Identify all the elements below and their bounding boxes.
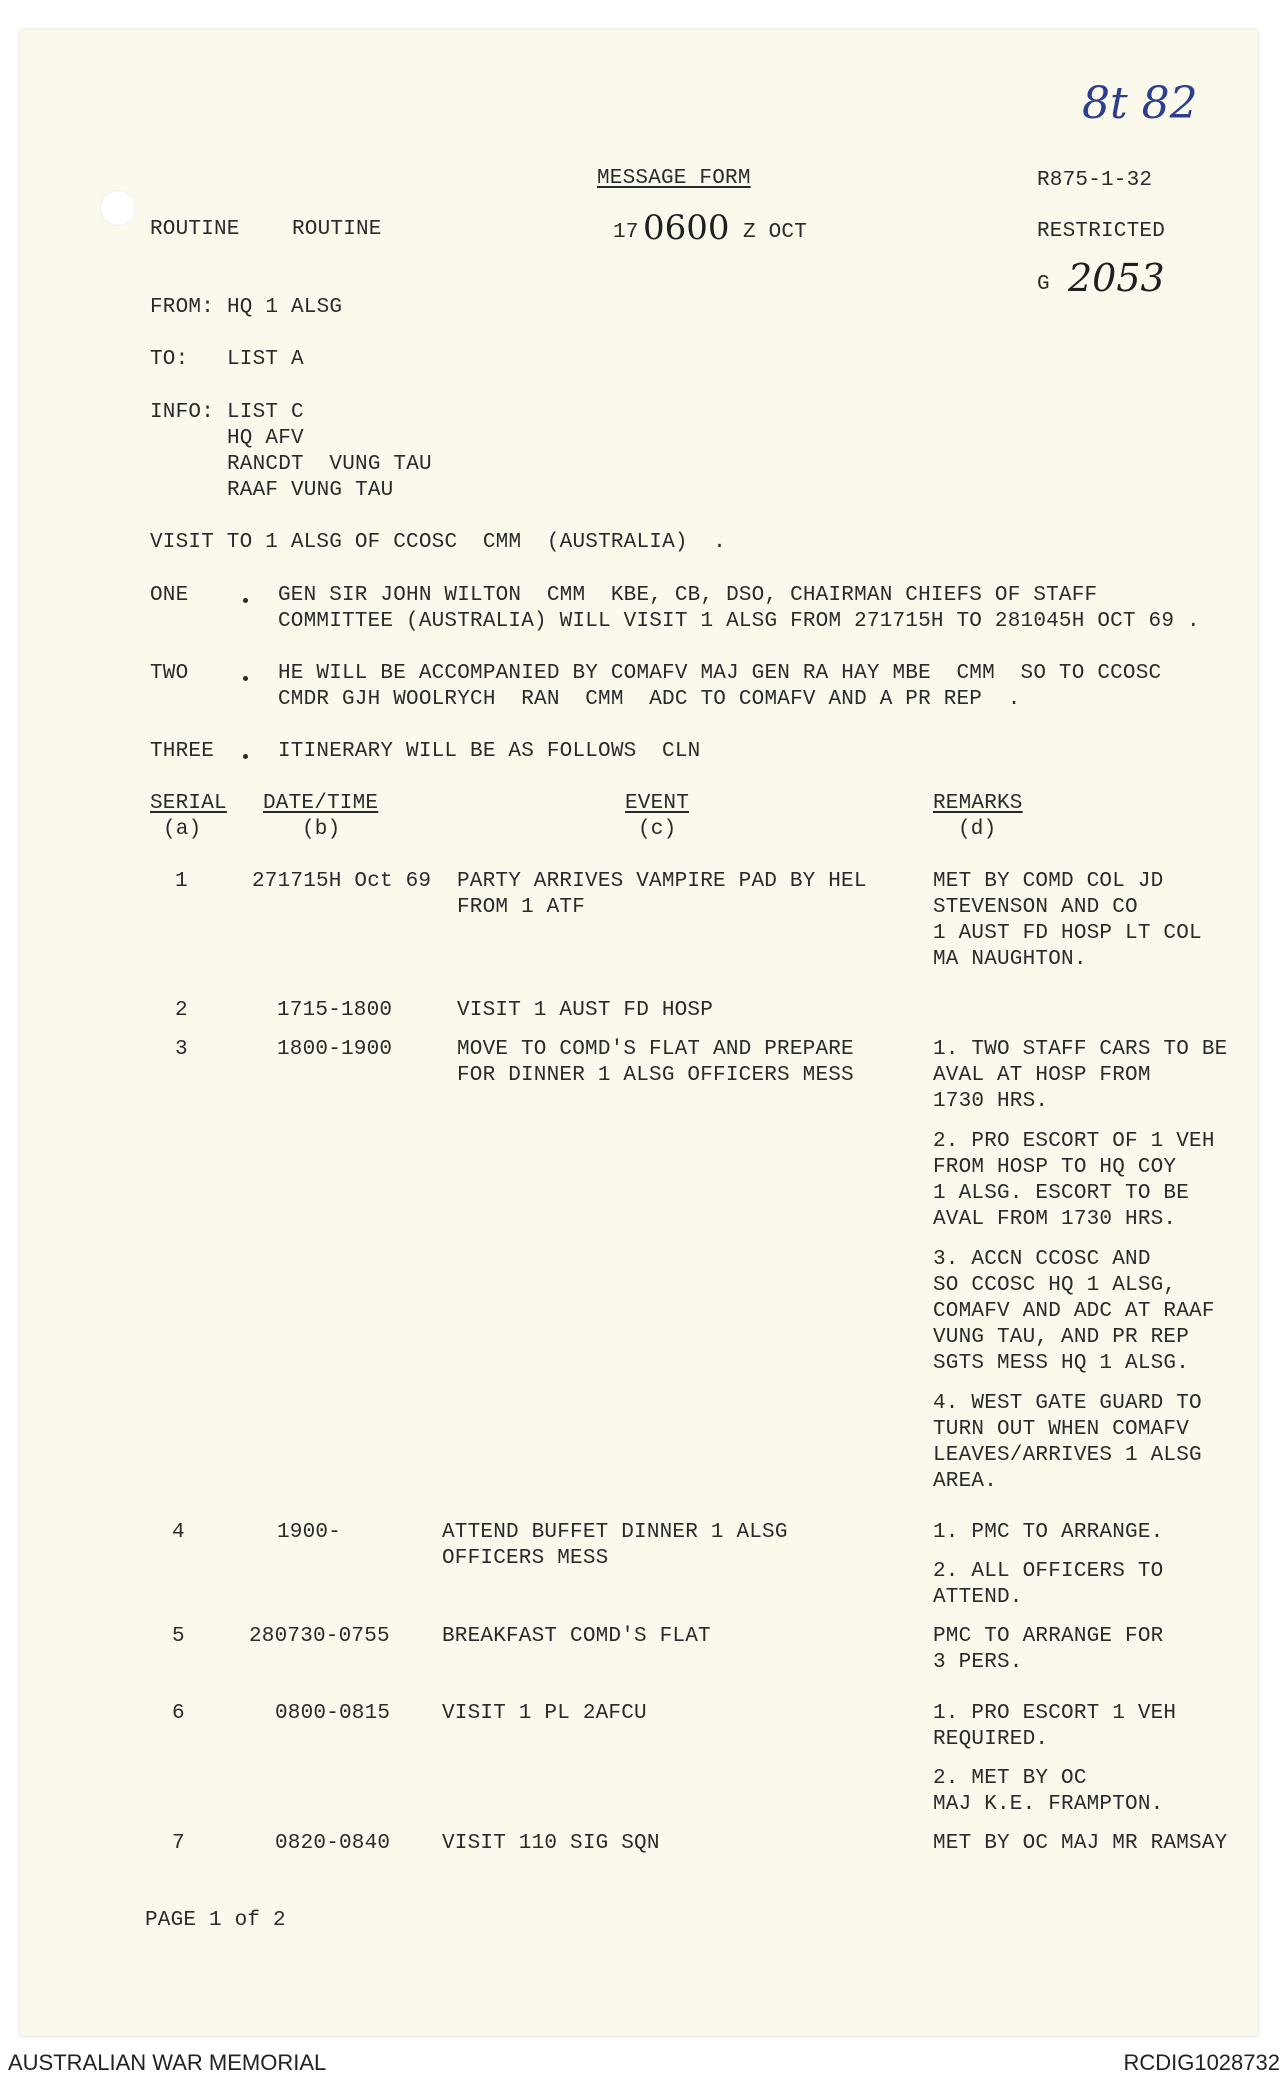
event-cell: VISIT 1 AUST FD HOSP	[457, 999, 714, 1022]
subject-line: VISIT TO 1 ALSG OF CCOSC CMM (AUSTRALIA) .	[150, 531, 727, 554]
form-title: MESSAGE FORM	[597, 167, 751, 190]
serial-cell: 1	[175, 870, 188, 893]
serial-cell: 7	[172, 1832, 185, 1855]
paragraph-text: GEN SIR JOHN WILTON CMM KBE, CB, DSO, CHAIRMAN CHIEFS OF STAFF	[278, 584, 1098, 607]
datetime-cell: 1900-	[277, 1521, 342, 1544]
paragraph-text: COMMITTEE (AUSTRALIA) WILL VISIT 1 ALSG FROM 271715H TO 281045H OCT 69 .	[278, 610, 1200, 633]
remarks-cell: 4. WEST GATE GUARD TO TURN OUT WHEN COMAFV LEAVES/ARRIVES 1 ALSG AREA.	[933, 1392, 1202, 1493]
paragraph-bullet	[243, 754, 248, 759]
from-label: FROM:	[150, 296, 215, 319]
datetime-cell: 0820-0840	[275, 1832, 391, 1855]
file-prefix: G	[1037, 273, 1050, 296]
event-cell: VISIT 110 SIG SQN	[442, 1832, 660, 1855]
info-value: LIST C	[227, 401, 304, 424]
column-header-serial: SERIAL	[150, 792, 227, 815]
footer-id: RCDIG1028732	[1123, 2050, 1280, 2075]
datetime-cell: 0800-0815	[275, 1702, 391, 1725]
remarks-cell: 1. PRO ESCORT 1 VEH REQUIRED.	[933, 1702, 1177, 1751]
serial-cell: 5	[172, 1625, 185, 1648]
remarks-cell: PMC TO ARRANGE FOR 3 PERS.	[933, 1625, 1164, 1674]
handwritten-top-mark: 8t 82	[1082, 78, 1198, 129]
from-value: HQ 1 ALSG	[227, 296, 343, 319]
remarks-cell: MET BY COMD COL JD STEVENSON AND CO 1 AUST FD HOSP LT COL MA NAUGHTON.	[933, 870, 1202, 971]
datetime-cell: 271715H Oct 69	[252, 870, 432, 893]
info-value: RAAF VUNG TAU	[227, 479, 394, 502]
paragraph-label: THREE	[150, 740, 215, 763]
event-cell: PARTY ARRIVES VAMPIRE PAD BY HEL FROM 1 ATF	[457, 870, 867, 919]
dtg-suffix: Z OCT	[743, 221, 808, 244]
dtg-prefix: 17	[613, 221, 639, 244]
column-sub-remarks: (d)	[958, 818, 997, 841]
column-sub-serial: (a)	[163, 818, 202, 841]
to-label: TO:	[150, 348, 189, 371]
column-header-remarks: REMARKS	[933, 792, 1023, 815]
paragraph-text: HE WILL BE ACCOMPANIED BY COMAFV MAJ GEN RA HAY MBE CMM SO TO CCOSC	[278, 662, 1162, 685]
event-cell: VISIT 1 PL 2AFCU	[442, 1702, 647, 1725]
precedence-action: ROUTINE	[150, 218, 240, 241]
remarks-cell: 1. TWO STAFF CARS TO BE AVAL AT HOSP FROM 1730 HRS.	[933, 1038, 1228, 1113]
page-number: PAGE 1 of 2	[145, 1909, 286, 1932]
paragraph-text: ITINERARY WILL BE AS FOLLOWS CLN	[278, 740, 701, 763]
column-sub-event: (c)	[638, 818, 677, 841]
datetime-cell: 1715-1800	[277, 999, 393, 1022]
paragraph-bullet	[243, 598, 248, 603]
to-value: LIST A	[227, 348, 304, 371]
paragraph-bullet	[243, 676, 248, 681]
remarks-cell: 2. ALL OFFICERS TO ATTEND.	[933, 1560, 1164, 1609]
paragraph-label: TWO	[150, 662, 189, 685]
remarks-cell: 1. PMC TO ARRANGE.	[933, 1521, 1164, 1544]
event-cell: BREAKFAST COMD'S FLAT	[442, 1625, 711, 1648]
classification: RESTRICTED	[1037, 220, 1166, 243]
serial-cell: 2	[175, 999, 188, 1022]
column-sub-datetime: (b)	[302, 818, 341, 841]
info-value: HQ AFV	[227, 427, 304, 450]
remarks-cell: 2. PRO ESCORT OF 1 VEH FROM HOSP TO HQ COY 1 ALSG. ESCORT TO BE AVAL FROM 1730 HRS.	[933, 1130, 1215, 1231]
remarks-cell: MET BY OC MAJ MR RAMSAY	[933, 1832, 1228, 1855]
paragraph-text: CMDR GJH WOOLRYCH RAN CMM ADC TO COMAFV AND A PR REP .	[278, 688, 1021, 711]
datetime-cell: 1800-1900	[277, 1038, 393, 1061]
footer-source: AUSTRALIAN WAR MEMORIAL	[8, 2050, 327, 2075]
precedence-info: ROUTINE	[292, 218, 382, 241]
dtg-time: 0600	[643, 208, 730, 248]
info-value: RANCDT VUNG TAU	[227, 453, 432, 476]
paragraph-label: ONE	[150, 584, 189, 607]
column-header-datetime: DATE/TIME	[263, 792, 379, 815]
punch-hole	[100, 190, 136, 226]
datetime-cell: 280730-0755	[249, 1625, 390, 1648]
serial-cell: 4	[172, 1521, 185, 1544]
column-header-event: EVENT	[625, 792, 690, 815]
remarks-cell: 3. ACCN CCOSC AND SO CCOSC HQ 1 ALSG, COMAFV AND ADC AT RAAF VUNG TAU, AND PR REP SGTS MESS HQ 1 ALSG.	[933, 1248, 1215, 1375]
reference-number: R875-1-32	[1037, 169, 1153, 192]
info-label: INFO:	[150, 401, 215, 424]
file-number: 2053	[1068, 256, 1165, 300]
serial-cell: 6	[172, 1702, 185, 1725]
remarks-cell: 2. MET BY OC MAJ K.E. FRAMPTON.	[933, 1767, 1164, 1816]
event-cell: MOVE TO COMD'S FLAT AND PREPARE FOR DINNER 1 ALSG OFFICERS MESS	[457, 1038, 854, 1087]
serial-cell: 3	[175, 1038, 188, 1061]
event-cell: ATTEND BUFFET DINNER 1 ALSG OFFICERS MESS	[442, 1521, 788, 1570]
